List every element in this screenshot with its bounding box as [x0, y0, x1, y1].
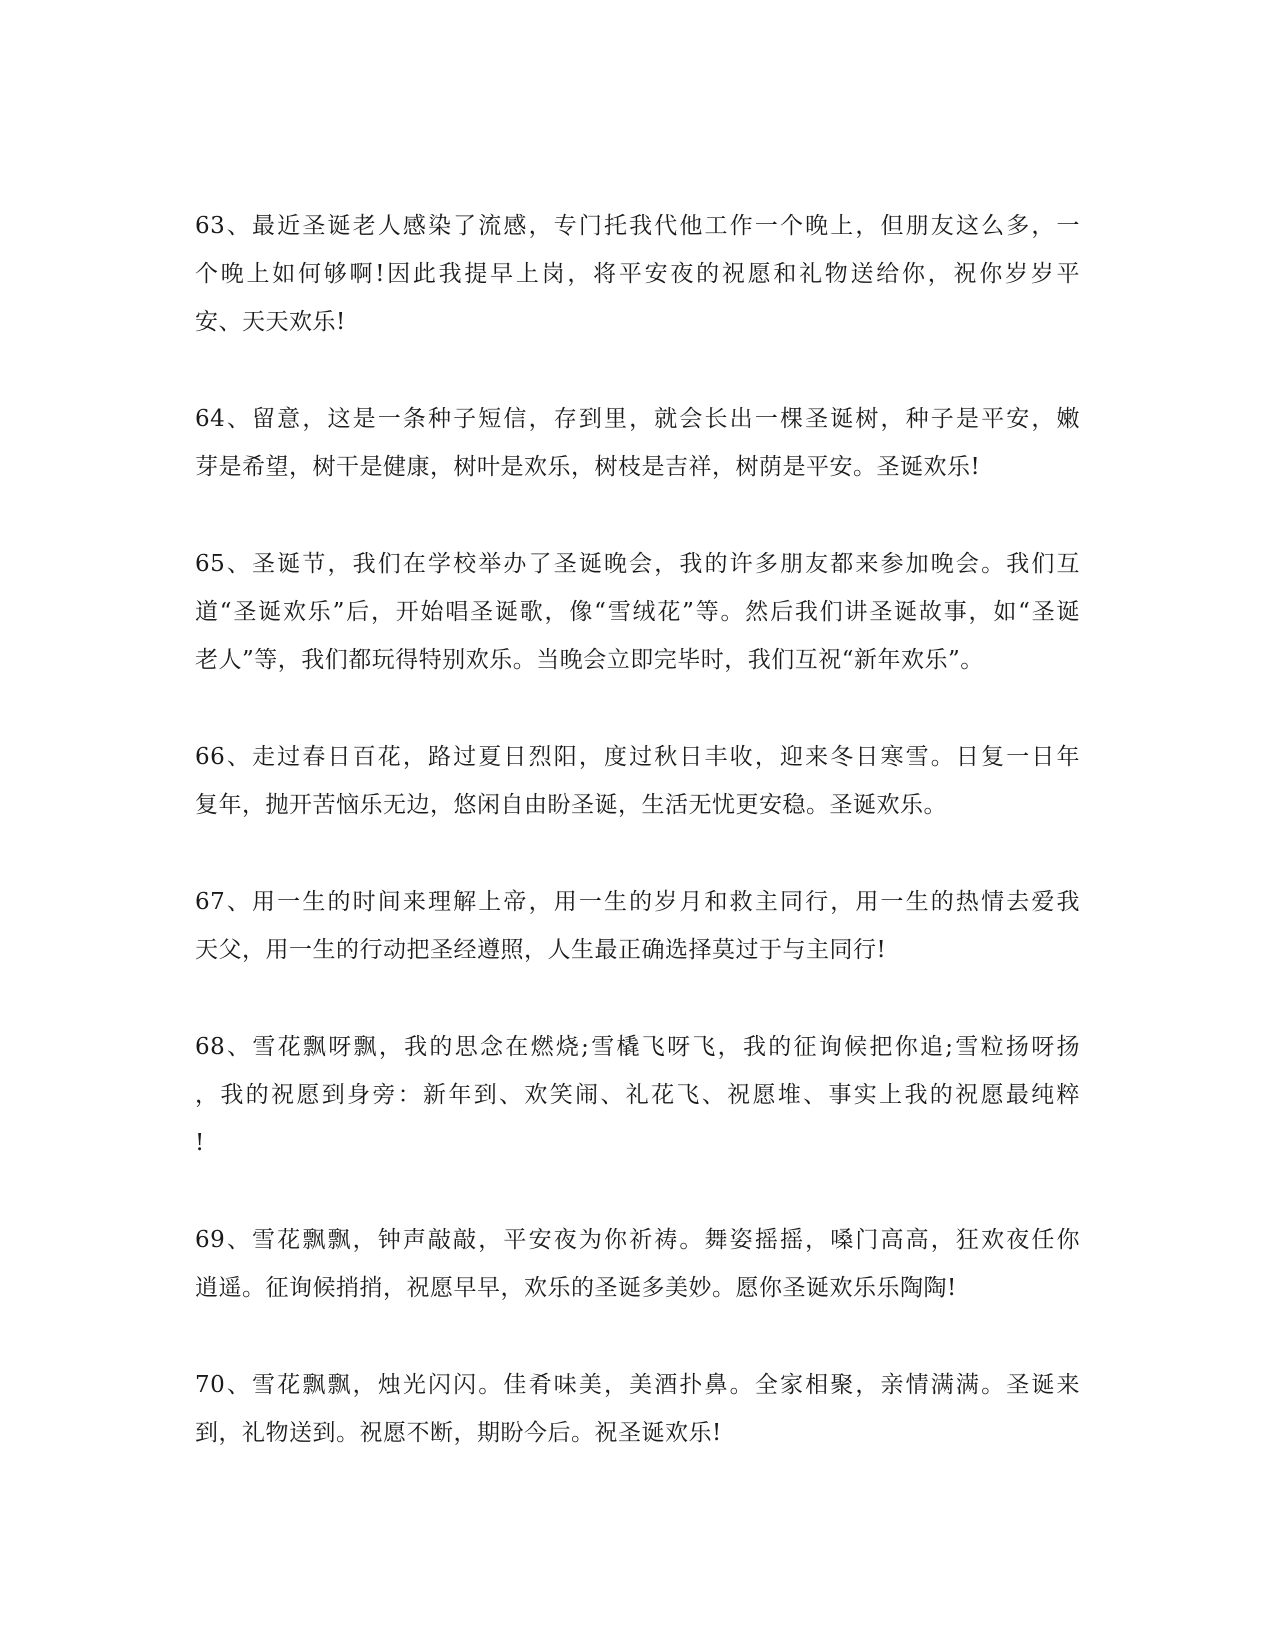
paragraph-70 — [195, 1361, 1080, 1457]
text-line: 逍遥。征询候捎捎，祝愿早早，欢乐的圣诞多美妙。愿你圣诞欢乐乐陶陶! — [195, 1275, 957, 1301]
text-line: 63、最近圣诞老人感染了流感，专门托我代他工作一个晚上，但朋友这么多，一 — [195, 213, 1080, 239]
text-line: ! — [195, 1130, 205, 1156]
paragraph-67 — [195, 878, 1080, 974]
text-line: 70、雪花飘飘，烛光闪闪。佳肴味美，美酒扑鼻。全家相聚，亲情满满。圣诞来 — [195, 1372, 1080, 1398]
text-line: 复年，抛开苦恼乐无边，悠闲自由盼圣诞，生活无忧更安稳。圣诞欢乐。 — [195, 792, 947, 818]
text-line: 65、圣诞节，我们在学校举办了圣诞晚会，我的许多朋友都来参加晚会。我们互 — [195, 551, 1080, 577]
text-line: 66、走过春日百花，路过夏日烈阳，度过秋日丰收，迎来冬日寒雪。日复一日年 — [195, 744, 1080, 770]
text-line: 安、天天欢乐! — [195, 309, 346, 335]
text-line: 个晚上如何够啊!因此我提早上岗，将平安夜的祝愿和礼物送给你，祝你岁岁平 — [195, 261, 1080, 287]
text-line: 64、留意，这是一条种子短信，存到里，就会长出一棵圣诞树，种子是平安，嫩 — [195, 406, 1080, 432]
paragraph-63 — [195, 202, 1080, 346]
text-line: 67、用一生的时间来理解上帝，用一生的岁月和救主同行，用一生的热情去爱我 — [195, 889, 1080, 915]
text-line: 道“圣诞欢乐”后，开始唱圣诞歌，像“雪绒花”等。然后我们讲圣诞故事，如“圣诞 — [195, 599, 1080, 625]
text-line: 老人”等，我们都玩得特别欢乐。当晚会立即完毕时，我们互祝“新年欢乐”。 — [195, 647, 984, 673]
paragraph-68 — [195, 1023, 1080, 1167]
paragraph-66 — [195, 733, 1080, 829]
text-line: ，我的祝愿到身旁：新年到、欢笑闹、礼花飞、祝愿堆、事实上我的祝愿最纯粹 — [195, 1082, 1080, 1108]
text-line: 到，礼物送到。祝愿不断，期盼今后。祝圣诞欢乐! — [195, 1420, 722, 1446]
paragraph-69 — [195, 1216, 1080, 1312]
text-line: 69、雪花飘飘，钟声敲敲，平安夜为你祈祷。舞姿摇摇，嗓门高高，狂欢夜任你 — [195, 1227, 1080, 1253]
text-line: 68、雪花飘呀飘，我的思念在燃烧;雪橇飞呀飞，我的征询候把你追;雪粒扬呀扬 — [195, 1034, 1080, 1060]
paragraph-64 — [195, 395, 1080, 491]
document-body — [195, 202, 1080, 1506]
text-line: 芽是希望，树干是健康，树叶是欢乐，树枝是吉祥，树荫是平安。圣诞欢乐! — [195, 454, 981, 480]
text-line: 天父，用一生的行动把圣经遵照，人生最正确选择莫过于与主同行! — [195, 937, 887, 963]
paragraph-65 — [195, 540, 1080, 684]
